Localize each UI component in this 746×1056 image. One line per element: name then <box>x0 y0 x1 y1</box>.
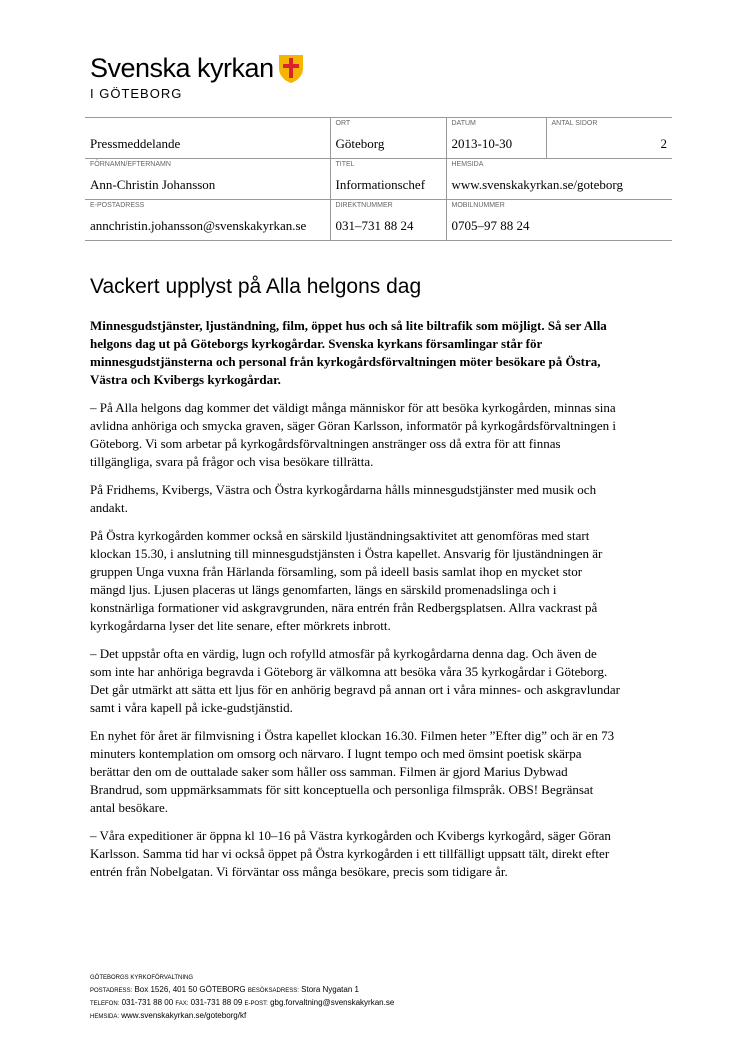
direct-number-label: DIREKTNUMMER <box>335 202 393 209</box>
footer-web[interactable]: www.svenskakyrkan.se/goteborg/kf <box>121 1011 247 1020</box>
footer-visit-label: BESÖKSADRESS: <box>247 988 299 994</box>
info-cell <box>330 200 446 241</box>
info-cell <box>446 159 672 200</box>
footer-org: GÖTEBORGS KYRKOFÖRVALTNING <box>90 975 194 981</box>
footer-tel-label: TELEFON: <box>90 1001 120 1007</box>
info-cell <box>546 118 672 159</box>
doc-type: Pressmeddelande <box>90 136 181 151</box>
info-cell <box>330 159 446 200</box>
info-cell <box>85 159 330 200</box>
footer <box>90 973 394 1023</box>
church-shield-icon <box>278 54 304 84</box>
lead-paragraph: Minnesgudstjänster, ljuständning, film, öppet hus och så lite biltrafik som möjligt. Så ser Alla helgons dag ut på Göteborgs kyrkogårdar. Svenska kyrkans församlingar står för minnesgudstjänsterna och personal från kyrkogårdsförvaltningen möter besökare på Östra, Västra och Kvibergs kyrkogårdar. <box>90 318 607 387</box>
footer-web-line <box>90 1010 394 1023</box>
mobile-number-label: MOBILNUMMER <box>451 202 505 209</box>
email-label: E-POSTADRESS <box>90 202 145 209</box>
footer-web-label: HEMSIDA: <box>90 1014 120 1020</box>
direct-number: 031–731 88 24 <box>335 218 414 233</box>
footer-fax-label: FAX: <box>175 1001 189 1007</box>
info-row <box>85 159 672 200</box>
mobile-number: 0705–97 88 24 <box>451 218 530 233</box>
logo-name-text: Svenska kyrkan <box>90 53 274 83</box>
paragraph: På Fridhems, Kvibergs, Västra och Östra kyrkogårdarna hålls minnesgudstjänster med musik och andakt. <box>90 482 597 515</box>
footer-post-label: POSTADRESS: <box>90 988 133 994</box>
info-cell <box>446 200 672 241</box>
logo-subtitle: I GÖTEBORG <box>90 86 183 101</box>
info-cell <box>85 118 330 159</box>
footer-email-label: E-POST: <box>244 1001 268 1007</box>
info-cell <box>330 118 446 159</box>
footer-contact-line <box>90 997 394 1010</box>
contact-name: Ann-Christin Johansson <box>90 177 216 192</box>
paragraph: – Våra expeditioner är öppna kl 10–16 på Västra kyrkogården och Kvibergs kyrkogård, säger Göran Karlsson. Samma tid har vi också öppet på Östra kyrkogården i ett tillfälligt uppsatt tält, direkt efter entrén från Nobelgatan. Vi förväntar oss många besökare, precis som tidigare år. <box>90 828 611 879</box>
info-row <box>85 200 672 241</box>
headline: Vackert upplyst på Alla helgons dag <box>90 275 422 298</box>
place: Göteborg <box>335 136 385 151</box>
place-label: ORT <box>335 120 351 127</box>
logo <box>90 52 304 101</box>
title-label: TITEL <box>335 161 355 168</box>
press-info-table <box>85 117 672 241</box>
footer-address-line <box>90 984 394 997</box>
contact-title: Informationschef <box>335 177 426 192</box>
article-body <box>90 317 620 891</box>
paragraph: En nyhet för året är filmvisning i Östra kapellet klockan 16.30. Filmen heter ”Efter dig” och är en 73 minuters kontemplation om omsorg och närvaro. I lugnt tempo och med ömsint poetisk skärpa berättar den om de outtalade saker som håller oss samman. Filmen är gjord Marius Dybwad Brandrud, som uppmärksammats för sitt konceptuella och personliga filmspråk. OBS! Begränsat antal besökare. <box>90 728 615 815</box>
footer-fax: 031-731 88 09 <box>190 998 243 1007</box>
paragraph: – Det uppstår ofta en värdig, lugn och rofylld atmosfär på kyrkogårdarna denna dag. Och även de som inte har anhöriga begravda i Göteborg är välkomna att besöka våra 35 kyrkogårdar i Göteborg. Det går utmärkt att sätta ett ljus för en anhörig begravd på annan ort i våra minnes- och askgravlundar samt i våra kapell på icke-gudstjänstid. <box>90 646 620 715</box>
date: 2013-10-30 <box>451 136 513 151</box>
info-row <box>85 118 672 159</box>
footer-visit: Stora Nygatan 1 <box>301 985 359 994</box>
paragraph: På Östra kyrkogården kommer också en särskild ljuständningsaktivitet att genomföras med start klockan 15.30, i anslutning till minnesgudstjänsten i Östra kapellet. Ansvarig för ljuständningen är gruppen Unga vuxna från Härlanda församling, som på ideell basis samlat ihop en mycket stor mängd ljus. Ljusen placeras ut längs genomfarten, längs en särskild promenadslinga och i konstnärliga formationer vid askgravgrunden, nära entrén från Redbergsplatsen. Allra vackrast på kyrkogårdarna lyser det lite senare, efter mörkrets inbrott. <box>90 528 603 633</box>
website-label: HEMSIDA <box>451 161 484 168</box>
doc-type-label <box>90 118 325 130</box>
logo-name <box>90 52 304 84</box>
info-cell <box>85 200 330 241</box>
website-link[interactable]: www.svenskakyrkan.se/goteborg <box>451 177 623 192</box>
date-label: DATUM <box>451 120 476 127</box>
paragraph: – På Alla helgons dag kommer det väldigt många människor för att besöka kyrkogården, minnas sina avlidna anhöriga och smycka graven, säger Göran Karlsson, informatör på kyrkogårdsförvaltningen i Göteborg. Vi som arbetar på kyrkogårdsförvaltningen anstränger oss då extra för att finnas tillgängliga, svara på frågor och visa besökare tillrätta. <box>90 400 616 469</box>
page-count: 2 <box>660 136 667 151</box>
email-link[interactable]: annchristin.johansson@svenskakyrkan.se <box>90 218 307 233</box>
footer-tel: 031-731 88 00 <box>121 998 174 1007</box>
pages-label: ANTAL SIDOR <box>551 120 598 127</box>
info-cell <box>446 118 546 159</box>
name-label: FÖRNAMN/EFTERNAMN <box>90 161 171 168</box>
footer-post: Box 1526, 401 50 GÖTEBORG <box>134 985 246 994</box>
footer-email[interactable]: gbg.forvaltning@svenskakyrkan.se <box>270 998 395 1007</box>
